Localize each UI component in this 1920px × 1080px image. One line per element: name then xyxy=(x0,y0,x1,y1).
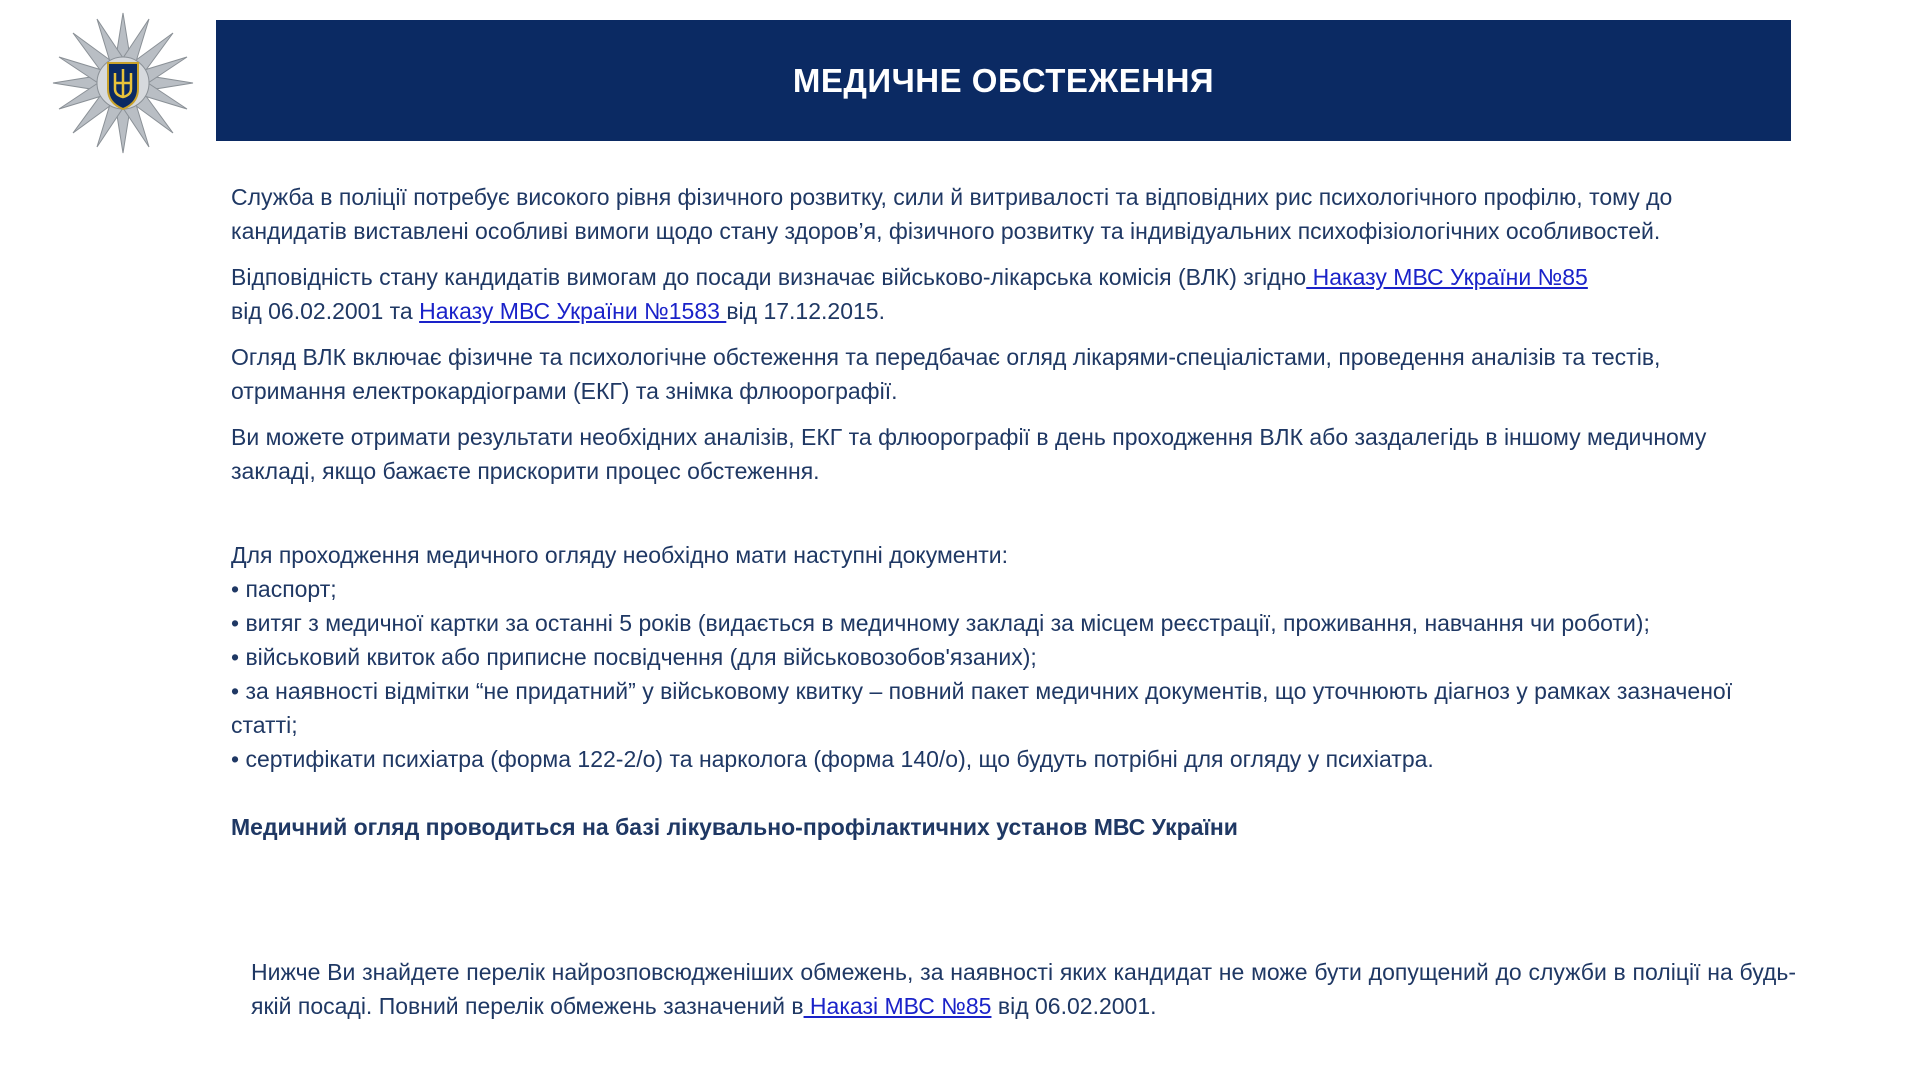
restrictions-paragraph xyxy=(251,955,1796,1023)
medical-exam-note: Медичний огляд проводиться на базі лікувально-профілактичних установ МВС України xyxy=(231,814,1238,840)
order-1583-link[interactable]: Наказу МВС України №1583 xyxy=(419,298,727,324)
intro-paragraph-4: Ви можете отримати результати необхідних аналізів, ЕКГ та флюорографії в день проходження ВЛК або заздалегідь в іншому медичному закладі, якщо бажаєте прискорити процес обстеження. xyxy=(231,424,1707,484)
page-title: МЕДИЧНЕ ОБСТЕЖЕННЯ xyxy=(792,61,1215,99)
order-85-link[interactable]: Наказу МВС України №85 xyxy=(1306,264,1588,290)
restrictions-text-after: від 06.02.2001. xyxy=(991,993,1157,1019)
documents-list xyxy=(231,538,1771,776)
list-item: • за наявності відмітки “не придатний” у військовому квитку – повний пакет медичних документів, що уточнюють діагноз у рамках зазначеної статті; xyxy=(231,678,1733,738)
intro-paragraph-2-text-before: Відповідність стану кандидатів вимогам до посади визначає військово-лікарська комісія (ВЛК) згідно xyxy=(231,264,1307,290)
intro-paragraph-2 xyxy=(231,260,1771,328)
intro-paragraph-1: Служба в поліції потребує високого рівня фізичного розвитку, сили й витривалості та відповідних рис психологічного профілю, тому до кандидатів виставлені особливі вимоги щодо стану здоров’я, фізичного розвитку та індивідуальних психофізіологічних особливостей. xyxy=(231,184,1673,244)
list-item: • військовий квиток або приписне посвідчення (для військовозобов'язаних); xyxy=(231,644,1037,670)
intro-paragraph-2-text-middle: від 06.02.2001 та xyxy=(231,298,420,324)
list-item: • витяг з медичної картки за останні 5 років (видається в медичному закладі за місцем реєстрації, проживання, навчання чи роботи); xyxy=(231,610,1650,636)
list-item: • сертифікати психіатра (форма 122-2/о) та нарколога (форма 140/о), що будуть потрібні для огляду у психіатра. xyxy=(231,746,1434,772)
police-emblem-icon xyxy=(50,10,196,156)
intro-paragraph-2-text-after: від 17.12.2015. xyxy=(726,298,885,324)
header-bar xyxy=(216,20,1791,141)
list-item: • паспорт; xyxy=(231,576,337,602)
main-content xyxy=(231,180,1771,844)
order-85-restrictions-link[interactable]: Наказі МВС №85 xyxy=(803,993,992,1019)
intro-paragraph-3: Огляд ВЛК включає фізичне та психологічне обстеження та передбачає огляд лікарями-спеціалістами, проведення аналізів та тестів, отримання електрокардіограми (ЕКГ) та знімка флюорографії. xyxy=(231,344,1661,404)
restrictions-text-before: Нижче Ви знайдете перелік найрозповсюдженіших обмежень, за наявності яких кандидат не може бути допущений до служби в поліції на будь-якій посаді. Повний перелік обмежень зазначений в xyxy=(251,959,1796,1019)
documents-heading: Для проходження медичного огляду необхідно мати наступні документи: xyxy=(231,542,1009,568)
